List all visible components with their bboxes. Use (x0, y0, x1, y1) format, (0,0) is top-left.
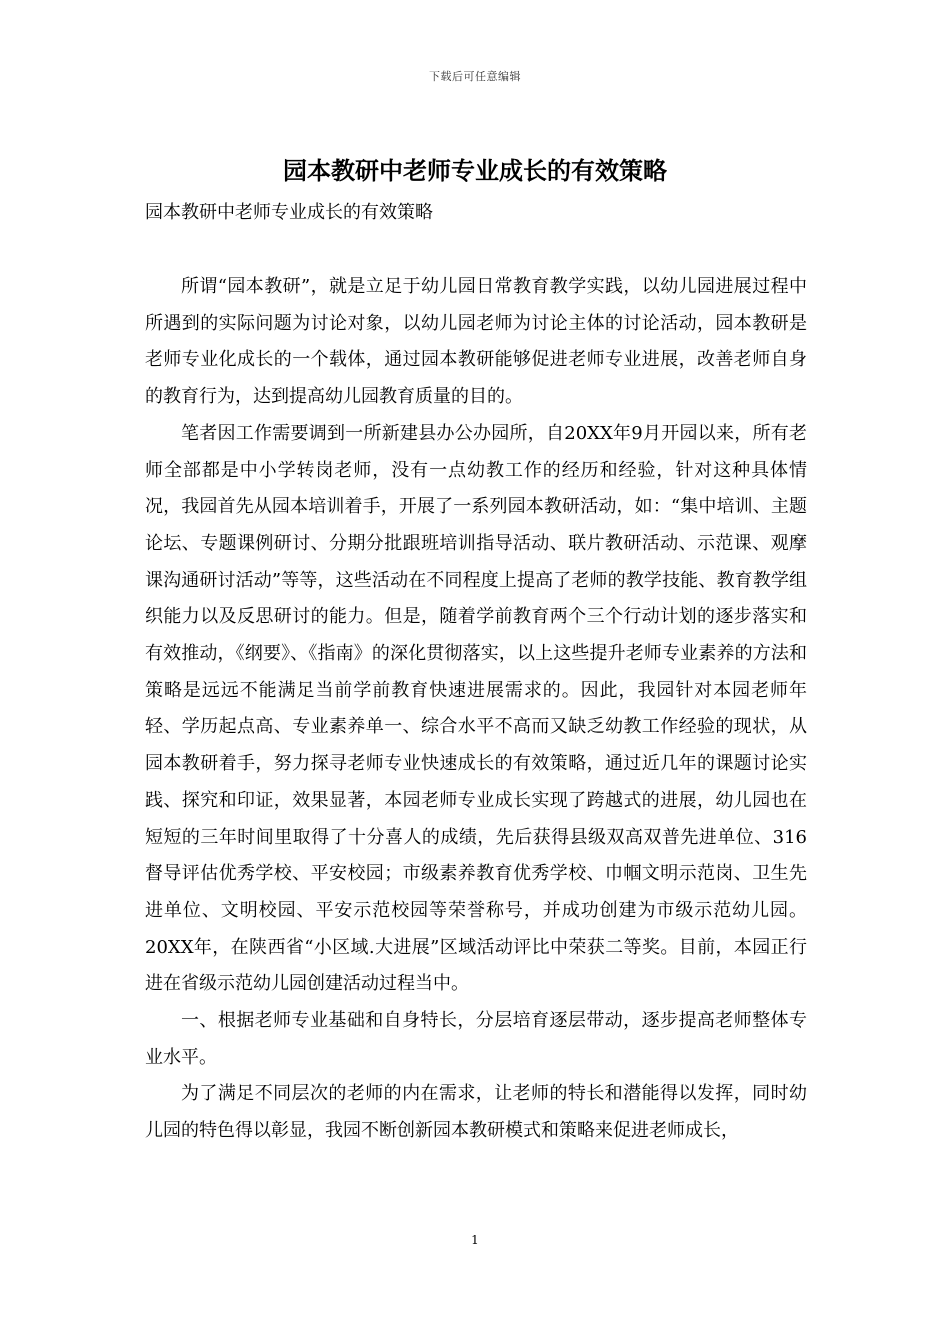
document-title: 园本教研中老师专业成长的有效策略 (283, 156, 667, 185)
header-note: 下载后可任意编辑 (429, 70, 521, 83)
page-number: 1 (471, 1233, 479, 1247)
section-heading-one: 一、根据老师专业基础和自身特长，分层培育逐层带动，逐步提高老师整体专业水平。 (145, 1010, 807, 1068)
paragraph-intro: 所谓“园本教研”，就是立足于幼儿园日常教育教学实践，以幼儿园进展过程中所遇到的实际问题为讨论对象，以幼儿园老师为讨论主体的讨论活动，园本教研是老师专业化成长的一个载体，通过园本教研能够促进老师专业进展，改善老师自身的教育行为，达到提高幼儿园教育质量的目的。 (145, 276, 807, 408)
document-body (145, 269, 807, 1150)
document-subtitle: 园本教研中老师专业成长的有效策略 (145, 202, 433, 223)
paragraph-section-one: 为了满足不同层次的老师的内在需求，让老师的特长和潜能得以发挥，同时幼儿园的特色得以彰显，我园不断创新园本教研模式和策略来促进老师成长， (145, 1083, 807, 1142)
paragraph-background: 笔者因工作需要调到一所新建县办公办园所，自20XX年9月开园以来，所有老师全部都是中小学转岗老师，没有一点幼教工作的经历和经验，针对这种具体情况，我园首先从园本培训着手，开展了一系列园本教研活动，如：“集中培训、主题论坛、专题课例研讨、分期分批跟班培训指导活动、联片教研活动、示范课、观摩课沟通研讨活动”等等，这些活动在不同程度上提高了老师的教学技能、教育教学组织能力以及反思研讨的能力。但是，随着学前教育两个三个行动计划的逐步落实和有效推动，《纲要》、《指南》的深化贯彻落实，以上这些提升老师专业素养的方法和策略是远远不能满足当前学前教育快速进展需求的。因此，我园针对本园老师年轻、学历起点高、专业素养单一、综合水平不高而又缺乏幼教工作经验的现状，从园本教研着手，努力探寻老师专业快速成长的有效策略，通过近几年的课题讨论实践、探究和印证，效果显著，本园老师专业成长实现了跨越式的进展，幼儿园也在短短的三年时间里取得了十分喜人的成绩，先后获得县级双高双普先进单位、316督导评估优秀学校、平安校园；市级素养教育优秀学校、巾帼文明示范岗、卫生先进单位、文明校园、平安示范校园等荣誉称号，并成功创建为市级示范幼儿园。20XX年，在陕西省“小区域.大进展”区域活动评比中荣获二等奖。目前，本园正行进在省级示范幼儿园创建活动过程当中。 (145, 422, 807, 995)
